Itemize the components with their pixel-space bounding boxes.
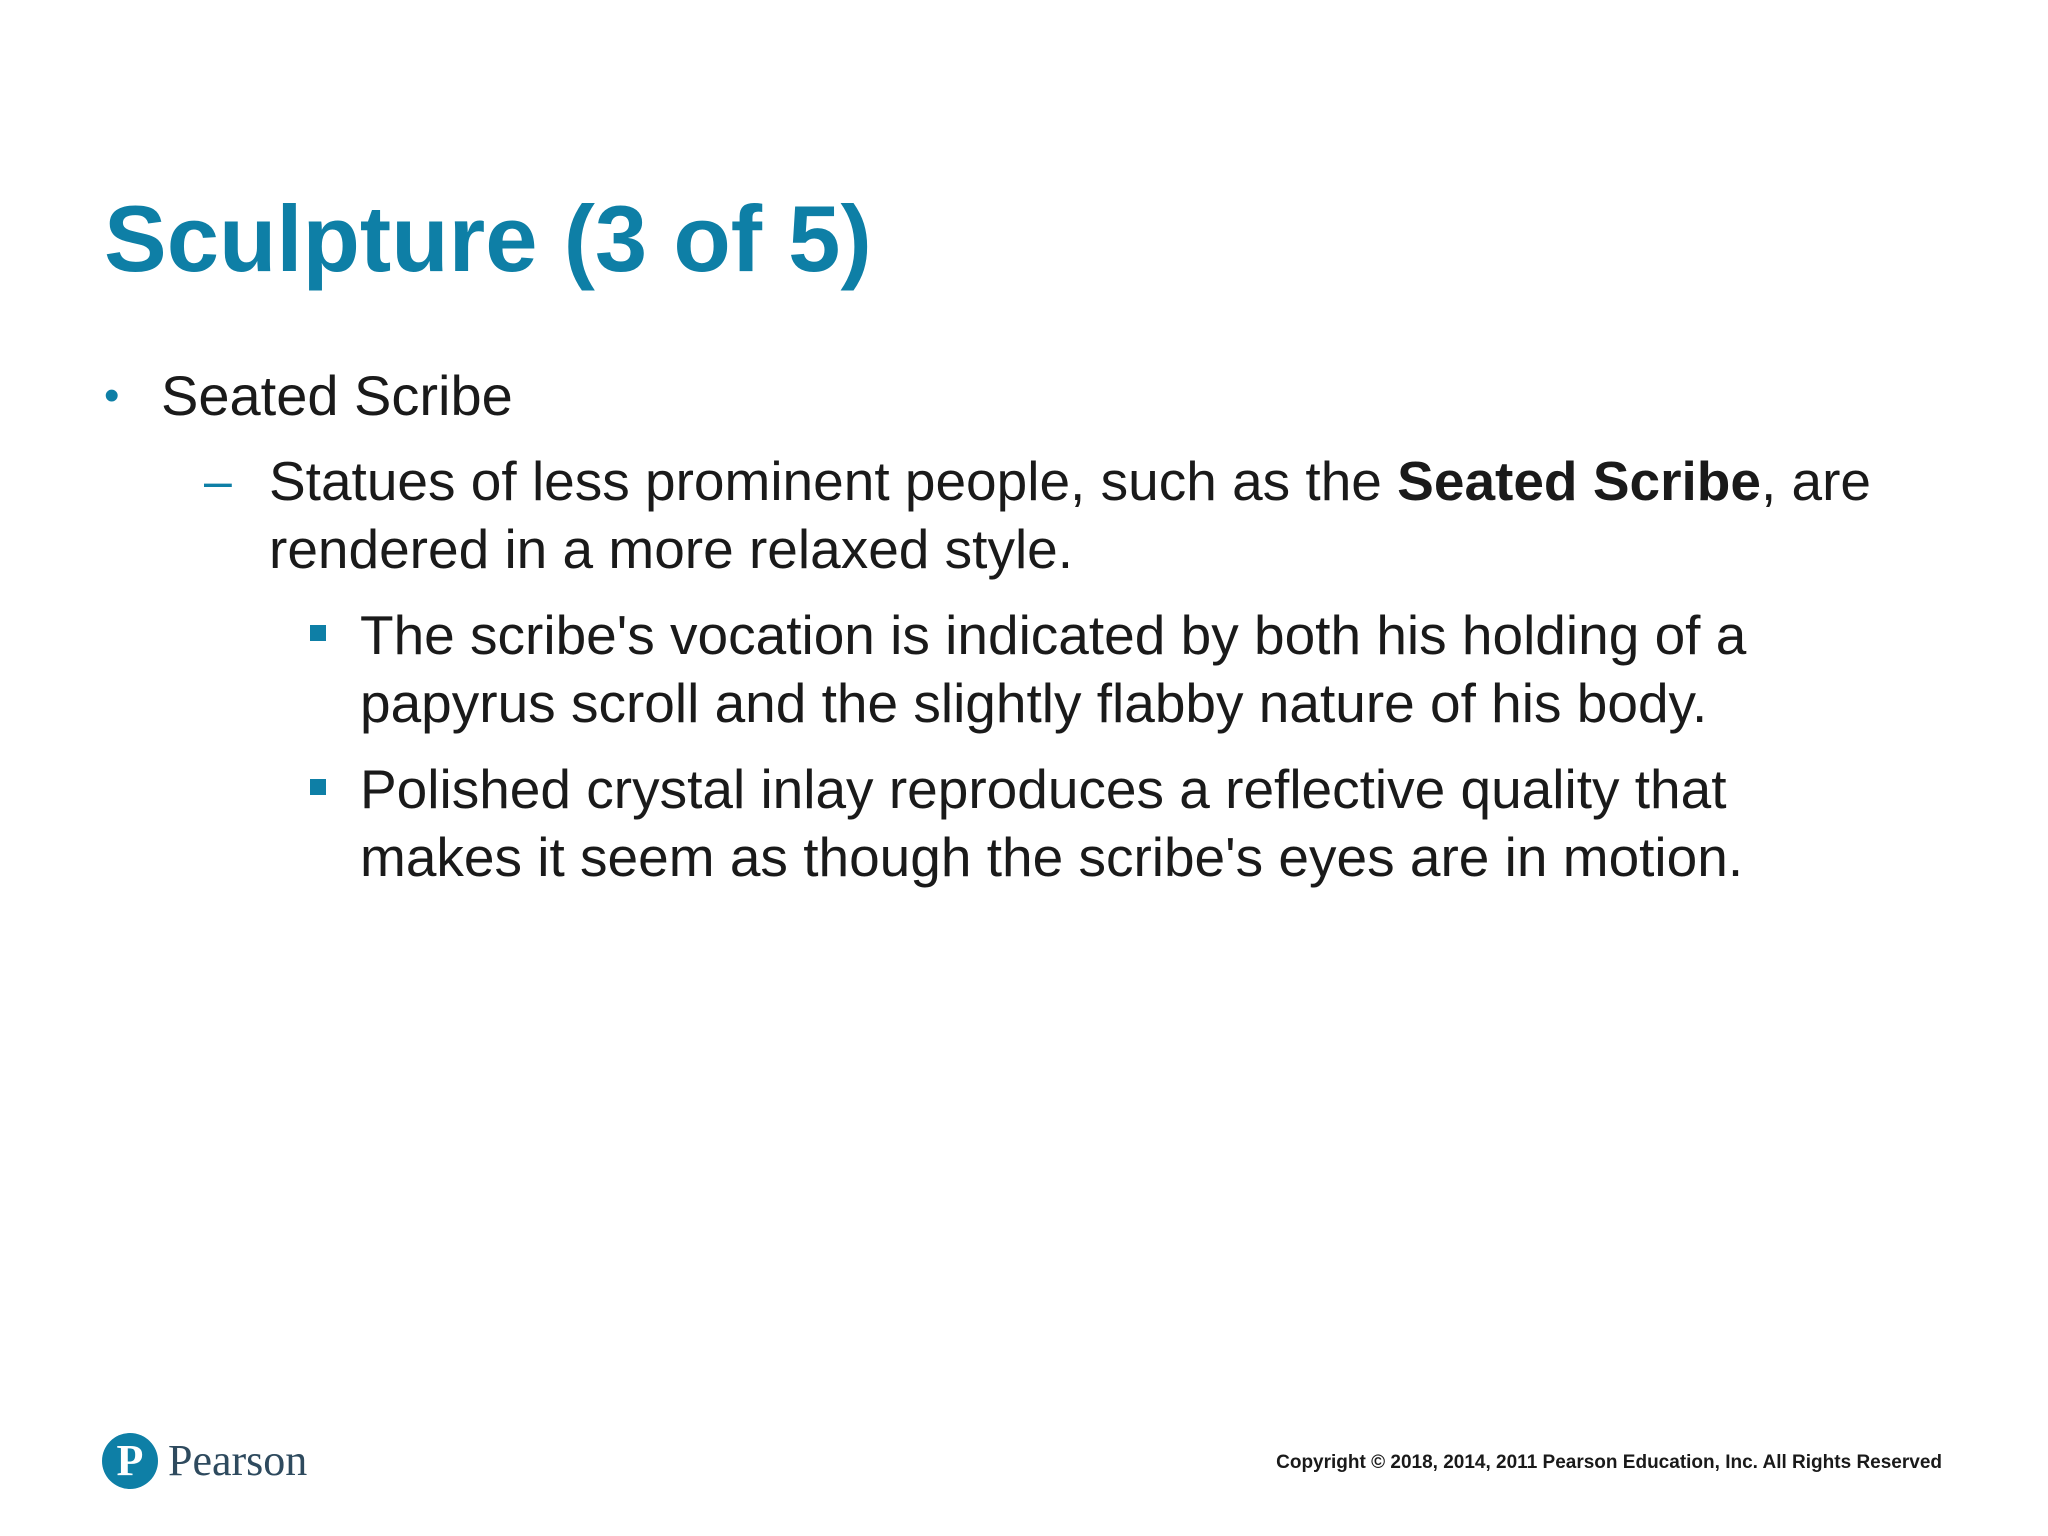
bullet-line-2: rendered in a more relaxed style. [269,518,1074,580]
pearson-p-icon: P [102,1433,158,1489]
copyright-notice: Copyright © 2018, 2014, 2011 Pearson Education, Inc. All Rights Reserved [1276,1452,1942,1473]
bullet-text [360,601,1920,737]
bullet-line-2: papyrus scroll and the slightly flabby nature of his body. [360,672,1708,734]
square-bullet-icon [310,779,326,795]
bullet-line-1: The scribe's vocation is indicated by both his holding of a [360,604,1747,666]
bullet-dash: – [204,453,232,509]
bold-term: Seated Scribe [1397,450,1761,512]
pearson-wordmark: Pearson [168,1436,308,1485]
bullet-line-1 [269,447,1949,515]
bullet-text: Seated Scribe [161,364,513,427]
bullet-line-2: makes it seem as though the scribe's eyes are in motion. [360,826,1744,888]
bullet-dot: • [104,371,120,420]
bullet-text [360,755,1920,891]
pearson-logo [102,1428,307,1494]
bullet-line-1: Polished crystal inlay reproduces a reflective quality that [360,758,1727,820]
slide-title: Sculpture (3 of 5) [104,186,872,291]
square-bullet-icon [310,625,326,641]
text-segment: Statues of less prominent people, such as the [269,450,1398,512]
text-segment: , are [1760,450,1872,512]
bullet-text [269,447,1949,583]
